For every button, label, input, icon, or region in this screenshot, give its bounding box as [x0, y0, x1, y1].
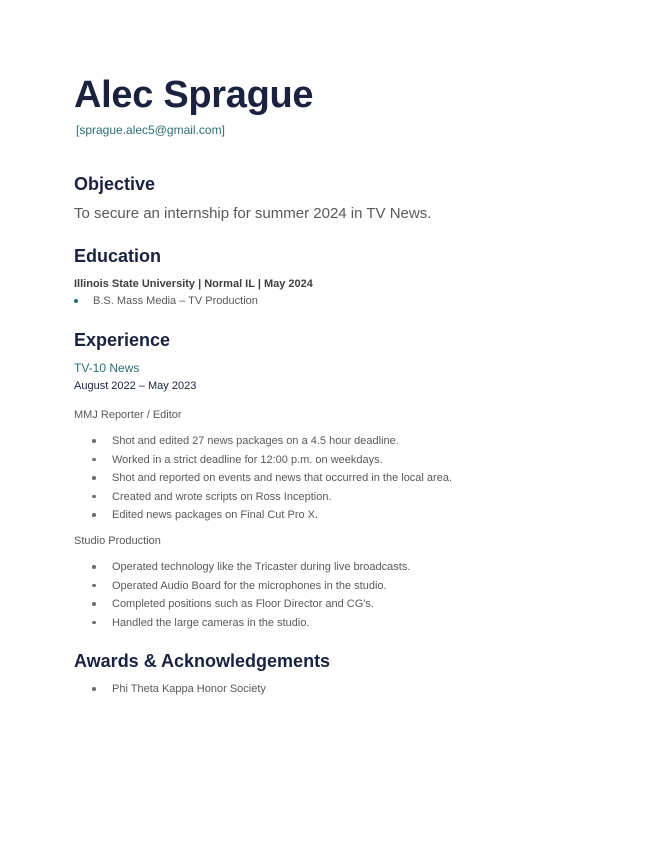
list-item [74, 579, 410, 598]
list-item [74, 682, 266, 701]
list-item-text: Shot and reported on events and news that occurred in the local area. [112, 472, 452, 484]
school-line: Illinois State University | Normal IL | May 2024 [74, 278, 313, 290]
list-item-text: Shot and edited 27 news packages on a 4.5 hour deadline. [112, 435, 399, 447]
awards-heading: Awards & Acknowledgements [74, 651, 331, 671]
list-item [74, 490, 452, 509]
role-title-studio: Studio Production [74, 535, 161, 547]
role-title-mmj: MMJ Reporter / Editor [74, 409, 182, 421]
bullet-icon [92, 687, 96, 691]
degree-text: B.S. Mass Media – TV Production [93, 295, 258, 307]
list-item [74, 508, 452, 527]
email-address[interactable]: [sprague.alec5@gmail.com] [76, 123, 225, 137]
bullet-icon [74, 299, 78, 303]
list-item [74, 597, 410, 616]
employment-dates: August 2022 – May 2023 [74, 380, 197, 392]
mmj-bullet-list [74, 434, 452, 527]
bullet-icon [92, 439, 96, 443]
list-item [74, 560, 410, 579]
list-item [74, 471, 452, 490]
objective-text: To secure an internship for summer 2024 in TV News. [74, 205, 432, 222]
candidate-name: Alec Sprague [74, 74, 314, 116]
list-item-text: Operated technology like the Tricaster during live broadcasts. [112, 561, 411, 573]
bullet-icon [92, 565, 96, 569]
list-item-text: Edited news packages on Final Cut Pro X. [112, 509, 319, 521]
list-item-text: Handled the large cameras in the studio. [112, 616, 310, 629]
bullet-icon [92, 513, 96, 517]
education-heading: Education [74, 246, 162, 266]
list-item-text: Worked in a strict deadline for 12:00 p.m. on weekdays. [112, 453, 383, 466]
list-item-text: Operated Audio Board for the microphones in the studio. [112, 579, 387, 592]
bullet-icon [92, 584, 96, 588]
objective-heading: Objective [74, 174, 156, 194]
experience-heading: Experience [74, 330, 171, 350]
resume-page [74, 0, 594, 841]
studio-bullet-list [74, 560, 410, 634]
list-item [74, 434, 452, 453]
list-item [74, 453, 452, 472]
list-item [74, 616, 410, 635]
list-item-text: Completed positions such as Floor Director and CG's. [112, 598, 374, 610]
awards-bullet-list [74, 682, 266, 701]
bullet-icon [92, 458, 96, 462]
bullet-icon [92, 495, 96, 499]
list-item-text: Created and wrote scripts on Ross Inception. [112, 490, 332, 503]
list-item-text: Phi Theta Kappa Honor Society [112, 683, 266, 695]
bullet-icon [92, 621, 96, 625]
employer-name: TV-10 News [74, 361, 140, 375]
bullet-icon [92, 476, 96, 480]
bullet-icon [92, 602, 96, 606]
